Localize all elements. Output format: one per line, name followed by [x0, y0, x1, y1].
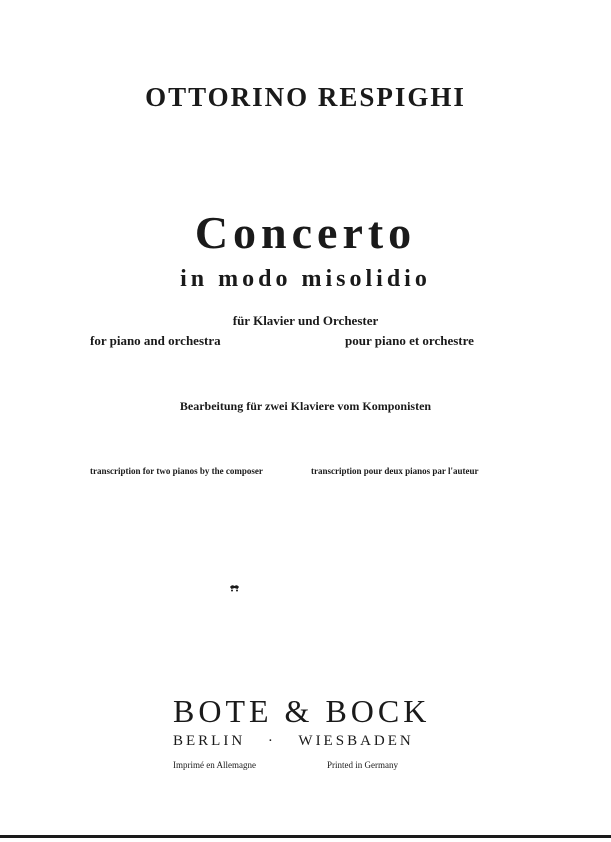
composer-name: OTTORINO RESPIGHI: [145, 82, 466, 112]
imprint-english: Printed in Germany: [327, 760, 398, 770]
publisher-emblem-icon: [229, 582, 240, 593]
instrumentation-french: pour piano et orchestre: [345, 333, 474, 348]
publisher-city-wiesbaden: WIESBADEN: [298, 733, 414, 749]
imprint-french: Imprimé en Allemagne: [173, 760, 256, 770]
publisher-cities: [173, 733, 414, 750]
instrumentation-english: for piano and orchestra: [90, 333, 221, 348]
instrumentation-german: für Klavier und Orchester: [232, 313, 379, 328]
work-subtitle: in modo misolidio: [180, 266, 431, 292]
publisher-city-berlin: BERLIN: [173, 733, 246, 749]
arrangement-french: transcription pour deux pianos par l'auteur: [311, 466, 479, 476]
city-separator: ·: [267, 733, 276, 749]
publisher-name: BOTE & BOCK: [173, 693, 431, 729]
bottom-edge-rule: [0, 835, 611, 838]
arrangement-german: Bearbeitung für zwei Klaviere vom Komponisten: [179, 399, 432, 413]
work-title: Concerto: [194, 207, 417, 258]
arrangement-english: transcription for two pianos by the composer: [90, 466, 263, 476]
